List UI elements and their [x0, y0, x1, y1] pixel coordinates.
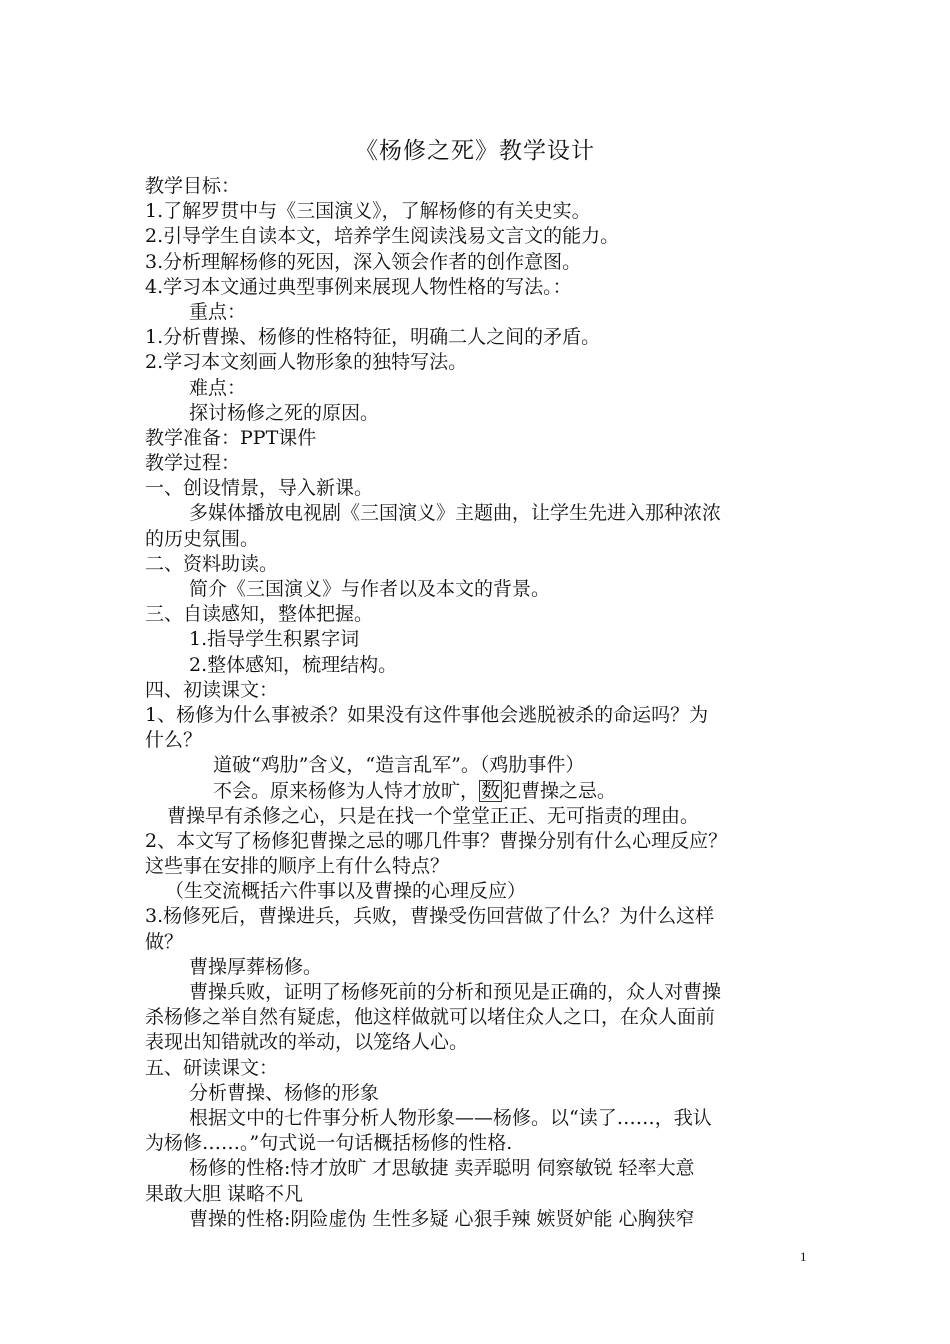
document-body — [145, 174, 825, 1232]
text-line: 的历史氛围。 — [145, 527, 260, 550]
text-fragment: 不会。原来杨修为人恃才放旷， — [213, 779, 480, 802]
text-line: 2.学习本文刻画人物形象的独特写法。 — [145, 351, 468, 374]
text-line: 三、自读感知，整体把握。 — [145, 603, 374, 626]
text-line: 曹操兵败，证明了杨修死前的分析和预见是正确的，众人对曹操 — [189, 981, 722, 1003]
text-line: 果敢大胆 谋略不凡 — [145, 1182, 304, 1205]
text-line: 多媒体播放电视剧《三国演义》主题曲，让学生先进入那种浓浓 — [189, 502, 722, 525]
boxed-character: 数 — [481, 779, 501, 802]
text-line: 教学准备：PPT课件 — [145, 426, 317, 449]
text-line: 探讨杨修之死的原因。 — [189, 401, 380, 424]
text-line: 2.整体感知，梳理结构。 — [189, 653, 398, 676]
text-line: 2.引导学生自读本文，培养学生阅读浅易文言文的能力。 — [145, 225, 620, 248]
text-line: 曹操早有杀修之心，只是在找一个堂堂正正、无可指责的理由。 — [167, 804, 700, 827]
text-line: 重点： — [189, 300, 247, 323]
text-line: 做？ — [145, 930, 184, 953]
text-line: 杀杨修之举自然有疑虑，他这样做就可以堵住众人之口，在众人面前 — [145, 1006, 716, 1029]
text-line: 这些事在安排的顺序上有什么特点？ — [145, 855, 450, 878]
text-line: 分析曹操、杨修的形象 — [189, 1081, 380, 1104]
page-number: 1 — [800, 1249, 807, 1264]
text-fragment: 犯曹操之忌。 — [502, 779, 617, 802]
text-line: 为杨修……。”句式说一句话概括杨修的性格. — [145, 1132, 513, 1155]
text-line: 2、本文写了杨修犯曹操之忌的哪几件事？曹操分别有什么心理反应？ — [145, 829, 728, 852]
text-line: 1.分析曹操、杨修的性格特征，明确二人之间的矛盾。 — [145, 326, 601, 349]
text-line: 杨修的性格:恃才放旷 才思敏捷 卖弄聪明 伺察敏锐 轻率大意 — [189, 1157, 695, 1180]
text-line: 五、研读课文： — [145, 1056, 279, 1079]
text-line: 一、创设情景，导入新课。 — [145, 477, 374, 500]
text-line: 曹操的性格:阴险虚伪 生性多疑 心狠手辣 嫉贤妒能 心胸狭窄 — [189, 1207, 695, 1230]
text-line: 表现出知错就改的举动，以笼络人心。 — [145, 1031, 469, 1054]
text-line: 二、资料助读。 — [145, 552, 279, 575]
text-line: 3.分析理解杨修的死因，深入领会作者的创作意图。 — [145, 250, 582, 273]
text-line: 简介《三国演义》与作者以及本文的背景。 — [189, 578, 551, 600]
text-line: 教学过程： — [145, 452, 241, 475]
document-title: 《杨修之死》教学设计 — [355, 138, 595, 164]
text-line: 1、杨修为什么事被杀？如果没有这件事他会逃脱被杀的命运吗？为 — [145, 703, 709, 726]
text-line: 1.了解罗贯中与《三国演义》，了解杨修的有关史实。 — [145, 200, 591, 223]
text-line-with-box — [145, 779, 825, 804]
text-line: （生交流概括六件事以及曹操的心理反应） — [165, 880, 527, 903]
text-line: 教学目标： — [145, 175, 241, 197]
text-line: 四、初读课文： — [145, 678, 279, 701]
text-line: 1.指导学生积累字词 — [189, 628, 360, 651]
text-line: 什么？ — [145, 729, 203, 752]
text-line: 难点： — [189, 376, 247, 399]
text-line: 根据文中的七件事分析人物形象——杨修。以“读了……，我认 — [189, 1106, 712, 1129]
text-line: 道破“鸡肋”含义，“造言乱军”。（鸡肋事件） — [213, 754, 585, 777]
text-line: 3.杨修死后，曹操进兵，兵败，曹操受伤回营做了什么？为什么这样 — [145, 905, 715, 928]
text-line: 曹操厚葬杨修。 — [189, 955, 323, 978]
text-line: 4.学习本文通过典型事例来展现人物性格的写法。： — [145, 275, 572, 298]
